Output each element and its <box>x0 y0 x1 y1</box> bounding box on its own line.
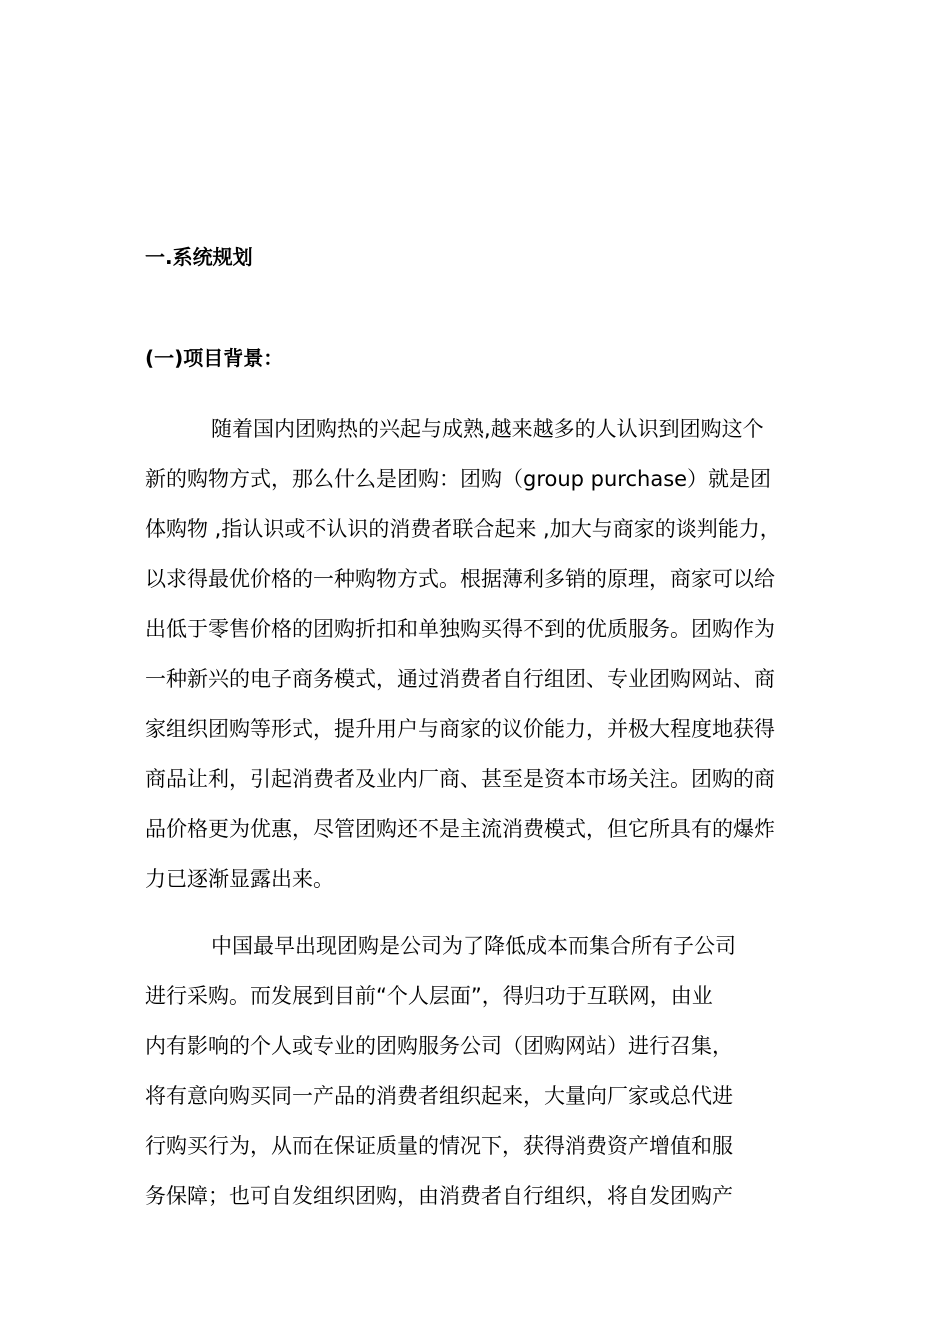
paragraph-background-intro <box>145 404 810 904</box>
paragraph-history <box>145 921 810 1221</box>
paragraph-line: 新的购物方式，那么什么是团购：团购（group purchase）就是团 <box>145 467 772 491</box>
paragraph-line: 中国最早出现团购是公司为了降低成本而集合所有子公司 <box>211 934 736 958</box>
paragraph-line: 进行采购。而发展到目前“个人层面”，得归功于互联网，由业 <box>145 984 713 1008</box>
paragraph-line: 体购物 ,指认识或不认识的消费者联合起来 ,加大与商家的谈判能力， <box>145 517 781 541</box>
paragraph-line: 以求得最优价格的一种购物方式。根据薄利多销的原理，商家可以给 <box>145 567 775 591</box>
paragraph-line: 内有影响的个人或专业的团购服务公司（团购网站）进行召集， <box>145 1034 733 1058</box>
paragraph-line: 力已逐渐显露出来。 <box>145 867 334 891</box>
paragraph-line: 出低于零售价格的团购折扣和单独购买得不到的优质服务。团购作为 <box>145 617 775 641</box>
subsection-heading: (一)项目背景： <box>145 346 284 370</box>
paragraph-line: 品价格更为优惠，尽管团购还不是主流消费模式，但它所具有的爆炸 <box>145 817 775 841</box>
paragraph-line: 一种新兴的电子商务模式，通过消费者自行组团、专业团购网站、商 <box>145 667 775 691</box>
paragraph-line: 行购买行为，从而在保证质量的情况下，获得消费资产增值和服 <box>145 1134 733 1158</box>
paragraph-line: 家组织团购等形式，提升用户与商家的议价能力，并极大程度地获得 <box>145 717 775 741</box>
paragraph-line: 随着国内团购热的兴起与成熟,越来越多的人认识到团购这个 <box>211 417 764 441</box>
paragraph-line: 商品让利，引起消费者及业内厂商、甚至是资本市场关注。团购的商 <box>145 767 775 791</box>
section-heading: 一.系统规划 <box>145 245 253 269</box>
paragraph-line: 务保障；也可自发组织团购，由消费者自行组织，将自发团购产 <box>145 1184 733 1208</box>
paragraph-line: 将有意向购买同一产品的消费者组织起来，大量向厂家或总代进 <box>145 1084 733 1108</box>
